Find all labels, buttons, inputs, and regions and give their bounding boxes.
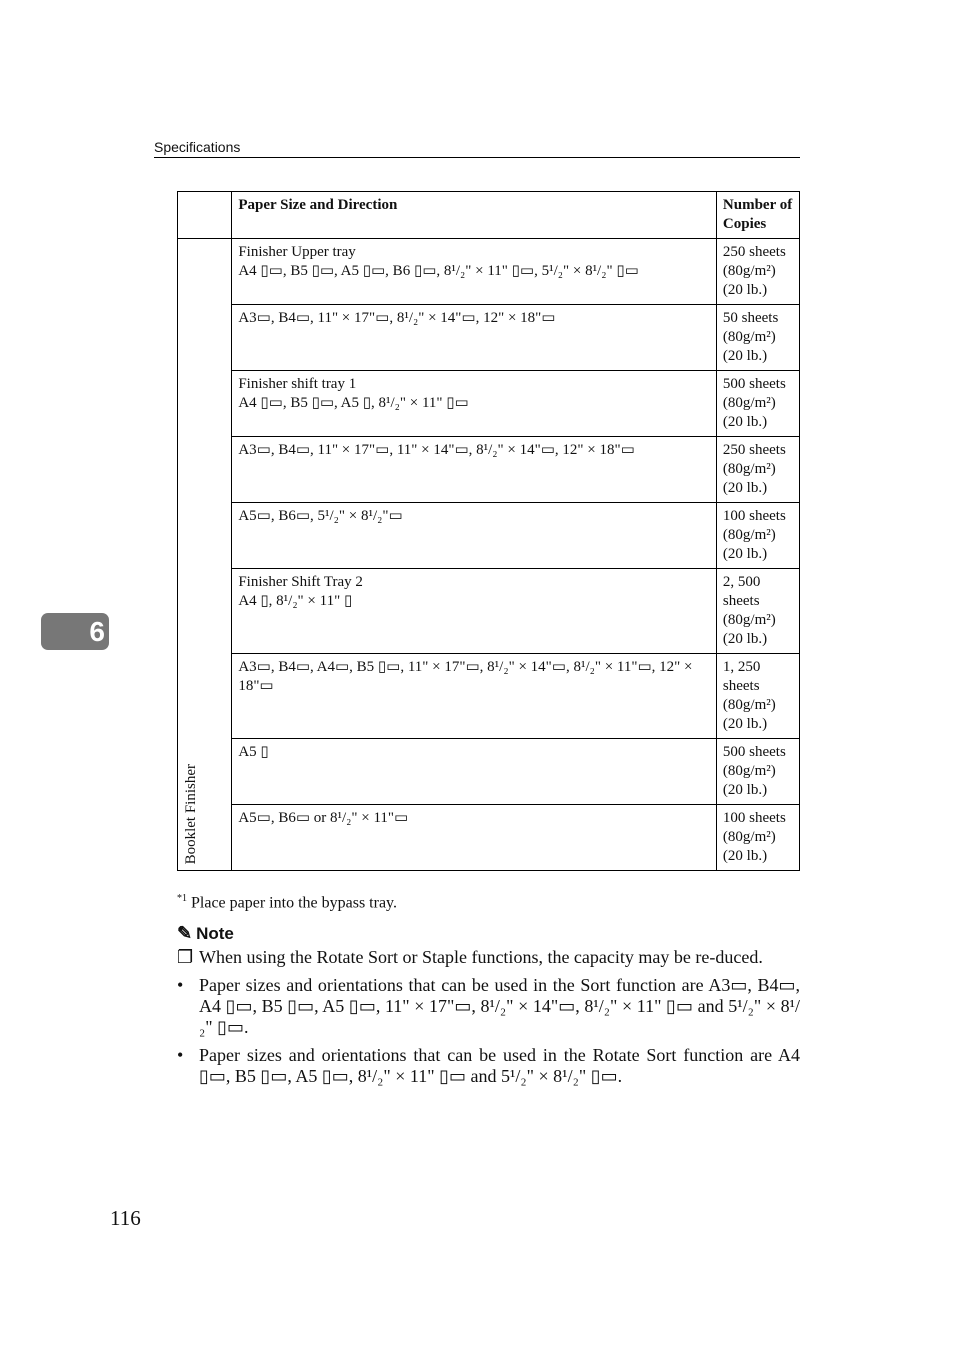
paper-size-cell: [232, 739, 717, 805]
copies-line: (80g/m²): [722, 263, 776, 279]
copies-line: (20 lb.): [722, 282, 768, 298]
copies-line: (80g/m²): [722, 395, 776, 411]
copies-line: 250 sheets: [722, 442, 786, 458]
paper-size-cell: [232, 805, 717, 871]
bullet-icon: •: [177, 975, 184, 995]
copies-line: (80g/m²): [722, 763, 776, 779]
copies-cell: [716, 503, 799, 569]
copies-cell: [716, 805, 799, 871]
paper-sizes: A3▭, B4▭, 11" × 17"▭, 11" × 14"▭, 8¹/₂" × 14"▭, 12" × 18"▭: [238, 442, 635, 458]
copies-line: sheets: [722, 678, 760, 694]
copies-line: 1, 250: [722, 659, 761, 675]
page-number: 116: [110, 1206, 141, 1230]
copies-line: sheets: [722, 593, 760, 609]
copies-cell: [716, 371, 799, 437]
paper-sizes: A5▭, B6▭, 5¹/₂" × 8¹/₂"▭: [238, 508, 403, 524]
note-list: [177, 947, 800, 1094]
group-label: Booklet Finisher: [183, 763, 199, 864]
copies-line: (20 lb.): [722, 546, 768, 562]
copies-cell: [716, 437, 799, 503]
note-item: [177, 975, 800, 1038]
copies-line: 2, 500: [722, 574, 761, 590]
tray-name: Finisher Upper tray: [238, 244, 356, 260]
table-row: [178, 503, 800, 569]
group-label-cell: [178, 239, 232, 871]
copies-line: (80g/m²): [722, 612, 776, 628]
copies-cell: [716, 739, 799, 805]
copies-line: (20 lb.): [722, 848, 768, 864]
copies-line: 100 sheets: [722, 508, 786, 524]
copies-cell: [716, 654, 799, 739]
note-item: [177, 1045, 800, 1087]
paper-sizes: A4 ▯, 8¹/₂" × 11" ▯: [238, 593, 353, 609]
pencil-icon: ✎: [177, 923, 193, 943]
paper-size-cell: [232, 437, 717, 503]
checkbox-icon: ❐: [177, 947, 194, 967]
paper-sizes: A5▭, B6▭ or 8¹/₂" × 11"▭: [238, 810, 409, 826]
copies-line: (20 lb.): [722, 631, 768, 647]
table-row: [178, 654, 800, 739]
paper-size-cell: [232, 305, 717, 371]
copies-line: (80g/m²): [722, 829, 776, 845]
note-item-text: Paper sizes and orientations that can be used in the Rotate Sort function are A4 ▯▭, B5 ▯▭, A5 ▯▭, 8¹/₂" × 11" ▯▭ and 5¹/₂" × 8¹/₂" ▯▭.: [199, 1045, 800, 1086]
copies-line: (80g/m²): [722, 329, 776, 345]
copies-line: (80g/m²): [722, 697, 776, 713]
note-item-text: When using the Rotate Sort or Staple functions, the capacity may be re-duced.: [199, 947, 763, 967]
paper-sizes: A3▭, B4▭, A4▭, B5 ▯▭, 11" × 17"▭, 8¹/₂" × 14"▭, 8¹/₂" × 11"▭, 12" × 18"▭: [238, 659, 693, 694]
copies-line: (80g/m²): [722, 461, 776, 477]
copies-line: 100 sheets: [722, 810, 786, 826]
note-title: Note: [196, 924, 234, 943]
copies-line: (20 lb.): [722, 716, 768, 732]
tray-name: Finisher Shift Tray 2: [238, 574, 363, 590]
paper-sizes: A4 ▯▭, B5 ▯▭, A5 ▯▭, B6 ▯▭, 8¹/₂" × 11" ▯▭, 5¹/₂" × 8¹/₂" ▯▭: [238, 263, 639, 279]
paper-size-cell: [232, 654, 717, 739]
table-row: [178, 239, 800, 305]
paper-sizes: A5 ▯: [238, 744, 269, 760]
copies-line: 50 sheets: [722, 310, 779, 326]
tray-name: Finisher shift tray 1: [238, 376, 357, 392]
chapter-tab: 6: [41, 613, 109, 650]
copies-line: (80g/m²): [722, 527, 776, 543]
copies-line: 250 sheets: [722, 244, 786, 260]
footnote-marker: *1: [177, 893, 187, 904]
note-item: [177, 947, 800, 968]
copies-line: 500 sheets: [722, 744, 786, 760]
table-row: [178, 569, 800, 654]
copies-line: (20 lb.): [722, 480, 768, 496]
copies-cell: [716, 239, 799, 305]
table-header-row: [178, 192, 800, 239]
copies-line: (20 lb.): [722, 414, 768, 430]
copies-line: (20 lb.): [722, 782, 768, 798]
paper-size-cell: [232, 569, 717, 654]
footnote-text: Place paper into the bypass tray.: [191, 894, 398, 912]
paper-size-cell: [232, 371, 717, 437]
footnote: [177, 893, 397, 912]
copies-cell: [716, 305, 799, 371]
copies-line: (20 lb.): [722, 348, 768, 364]
section-title: Specifications: [154, 139, 241, 155]
header-cell-copies: Number of Copies: [716, 192, 799, 239]
table-row: [178, 305, 800, 371]
capacity-table: [177, 191, 800, 871]
running-header: [154, 139, 800, 158]
paper-size-cell: [232, 503, 717, 569]
table-row: [178, 739, 800, 805]
table-row: [178, 437, 800, 503]
header-cell-empty: [178, 192, 232, 239]
paper-sizes: A4 ▯▭, B5 ▯▭, A5 ▯, 8¹/₂" × 11" ▯▭: [238, 395, 469, 411]
table-row: [178, 805, 800, 871]
bullet-icon: •: [177, 1045, 184, 1065]
paper-sizes: A3▭, B4▭, 11" × 17"▭, 8¹/₂" × 14"▭, 12" × 18"▭: [238, 310, 556, 326]
copies-line: 500 sheets: [722, 376, 786, 392]
note-heading: [177, 923, 234, 944]
paper-size-cell: [232, 239, 717, 305]
note-item-text: Paper sizes and orientations that can be used in the Sort function are A3▭, B4▭, A4 ▯▭, B5 ▯▭, A5 ▯▭, 11" × 17"▭, 8¹/₂" × 14"▭, 8¹/₂" × 11" ▯▭ and 5¹/₂" × 8¹/₂" ▯▭.: [199, 975, 800, 1037]
copies-cell: [716, 569, 799, 654]
header-cell-paper-size: Paper Size and Direction: [232, 192, 717, 239]
table-body: [178, 239, 800, 871]
table-row: [178, 371, 800, 437]
